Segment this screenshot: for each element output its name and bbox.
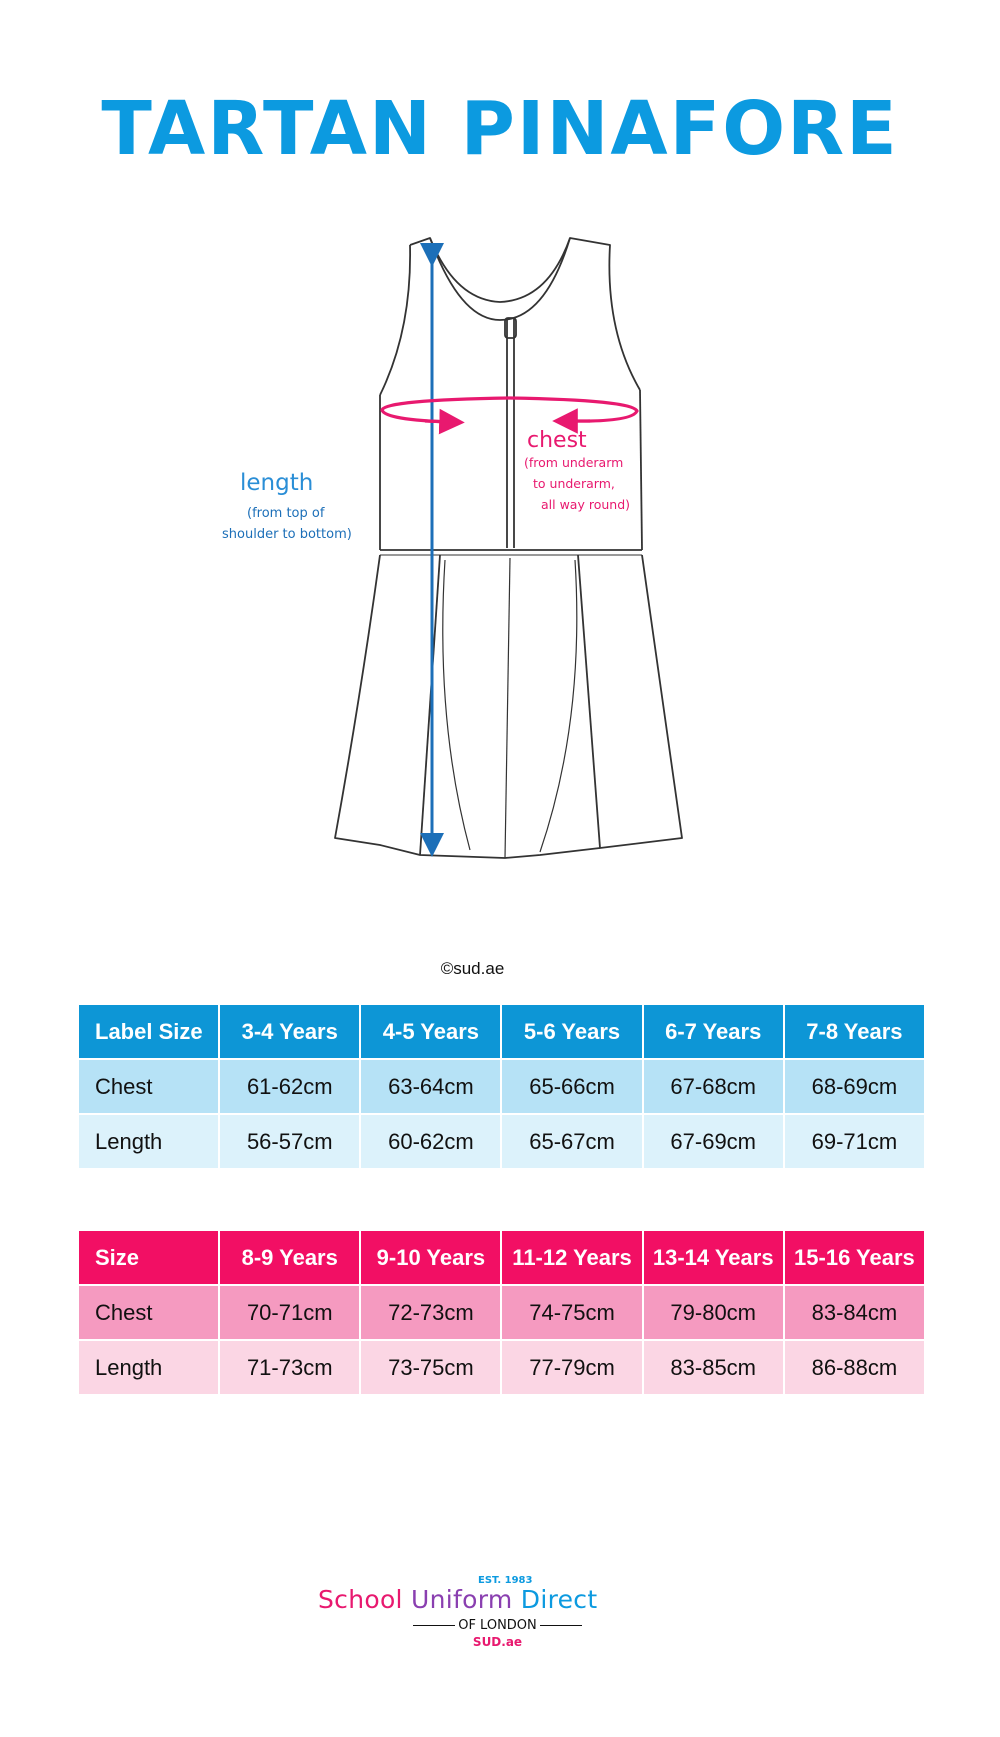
table-header-cell: 8-9 Years: [219, 1230, 360, 1285]
logo-name: [318, 1585, 597, 1614]
table-cell: 60-62cm: [360, 1114, 501, 1169]
table-row: [78, 1114, 925, 1169]
table-cell: 72-73cm: [360, 1285, 501, 1340]
table-cell: 65-67cm: [501, 1114, 642, 1169]
table-cell: 73-75cm: [360, 1340, 501, 1395]
table-header-cell: 15-16 Years: [784, 1230, 925, 1285]
table-cell: 61-62cm: [219, 1059, 360, 1114]
table-row: [78, 1340, 925, 1395]
table-cell: 68-69cm: [784, 1059, 925, 1114]
chest-note-line3: all way round): [541, 497, 631, 512]
logo-est: EST. 1983: [478, 1575, 533, 1586]
table-cell: 79-80cm: [643, 1285, 784, 1340]
table-header-cell: 6-7 Years: [643, 1004, 784, 1059]
chest-note-line1: (from underarm: [524, 455, 624, 470]
table-header-cell: 3-4 Years: [219, 1004, 360, 1059]
table-cell: 71-73cm: [219, 1340, 360, 1395]
table-row-label: Length: [78, 1114, 219, 1169]
length-label: length: [240, 470, 314, 496]
table-cell: 83-85cm: [643, 1340, 784, 1395]
table-header-cell: 11-12 Years: [501, 1230, 642, 1285]
copyright-text: ©sud.ae: [440, 959, 505, 978]
table-cell: 67-69cm: [643, 1114, 784, 1169]
table-header-cell: 4-5 Years: [360, 1004, 501, 1059]
size-table-older: [77, 1229, 926, 1396]
chest-arrow: [382, 398, 637, 422]
size-table-young: [77, 1003, 926, 1170]
table-cell: 74-75cm: [501, 1285, 642, 1340]
length-note-line1: (from top of: [247, 506, 325, 521]
pinafore-outline: [335, 238, 682, 858]
table-cell: 69-71cm: [784, 1114, 925, 1169]
chest-label: chest: [527, 428, 587, 453]
brand-logo: [300, 1575, 700, 1655]
table-header-cell: 7-8 Years: [784, 1004, 925, 1059]
table-row: [78, 1059, 925, 1114]
logo-of-london: [300, 1618, 695, 1633]
table-header-cell: Size: [78, 1230, 219, 1285]
table-cell: 83-84cm: [784, 1285, 925, 1340]
table-header-row: [78, 1230, 925, 1285]
table-cell: 67-68cm: [643, 1059, 784, 1114]
table-cell: 65-66cm: [501, 1059, 642, 1114]
table-row-label: Length: [78, 1340, 219, 1395]
logo-name-school: School: [318, 1585, 412, 1614]
logo-of-london-text: OF LONDON: [458, 1618, 537, 1633]
length-note-line2: shoulder to bottom): [222, 527, 352, 542]
table-cell: 86-88cm: [784, 1340, 925, 1395]
table-header-cell: 9-10 Years: [360, 1230, 501, 1285]
table-row-label: Chest: [78, 1285, 219, 1340]
logo-name-direct: Direct: [520, 1585, 598, 1614]
table-row-label: Chest: [78, 1059, 219, 1114]
table-header-row: [78, 1004, 925, 1059]
table-cell: 77-79cm: [501, 1340, 642, 1395]
logo-name-uniform: Uniform: [411, 1585, 521, 1614]
table-header-cell: 5-6 Years: [501, 1004, 642, 1059]
logo-site: SUD.ae: [472, 1635, 523, 1649]
table-row: [78, 1285, 925, 1340]
table-header-cell: 13-14 Years: [643, 1230, 784, 1285]
chest-note-line2: to underarm,: [533, 476, 615, 491]
table-cell: 56-57cm: [219, 1114, 360, 1169]
table-header-cell: Label Size: [78, 1004, 219, 1059]
table-cell: 70-71cm: [219, 1285, 360, 1340]
table-cell: 63-64cm: [360, 1059, 501, 1114]
page-title: TARTAN PINAFORE: [101, 86, 899, 172]
